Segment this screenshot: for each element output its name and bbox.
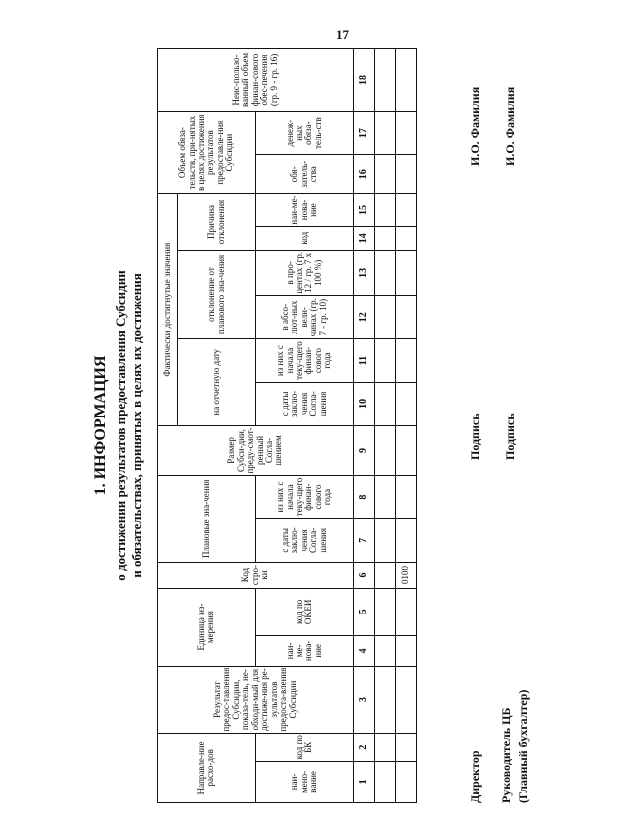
col-num: 15: [354, 194, 375, 226]
rotated-page-content: [75, 48, 565, 803]
table-cell: [375, 562, 396, 588]
col-num: 5: [354, 588, 375, 636]
table-cell: [396, 636, 417, 666]
header-kod-bk: код по БК: [255, 733, 353, 761]
chief-accountant-subtitle: (Главный бухгалтер): [516, 689, 530, 803]
col-num: 17: [354, 111, 375, 154]
header-naimenovanie: наи-мено-вание: [255, 761, 353, 802]
header-obyazatelstva: обя-затель-ства: [255, 155, 353, 194]
col-num: 2: [354, 733, 375, 761]
table-cell: [375, 761, 396, 802]
document-subtitle-line2: и обязательствах, принятых в целях их достижения: [129, 273, 144, 578]
table-cell: [375, 296, 396, 339]
table-cell: [375, 226, 396, 250]
header-okei: код по ОКЕИ: [255, 588, 353, 636]
header-plan-iz-nih: из них с начала теку-щего финан-сового года: [255, 475, 353, 518]
document-title: 1. ИНФОРМАЦИЯ: [92, 355, 109, 496]
col-num: 18: [354, 49, 375, 112]
table-cell: [396, 155, 417, 194]
col-num: 8: [354, 475, 375, 518]
header-proc: в про-центах (гр. 12 / гр. 7 x 100 %): [255, 250, 353, 295]
table-cell: [375, 194, 396, 226]
header-kod: код: [255, 226, 353, 250]
header-edinica: Единица из-мерения: [158, 588, 256, 666]
header-neisp: Неис-пользо-ванный объем финан-сового обес-печения (гр. 9 - гр. 16): [158, 49, 354, 112]
col-num: 14: [354, 226, 375, 250]
header-ed-naim: наи-ме-нова-ние: [255, 636, 353, 666]
table-cell: [375, 426, 396, 476]
document-subtitle-line1: о достижении результатов предоставления Субсидии: [113, 270, 128, 581]
director-name: И.О. Фамилия: [468, 86, 482, 166]
col-num: 10: [354, 382, 375, 425]
column-number-row: [354, 49, 375, 803]
header-fakt-iz-nih: из них с начала теку-щего финан-сового года: [255, 339, 353, 382]
table-cell: [396, 226, 417, 250]
table-cell: [375, 382, 396, 425]
header-na-datu: на отчетную дату: [178, 339, 256, 426]
header-planovye: Плановые зна-чения: [158, 475, 256, 562]
table-cell: [396, 339, 417, 382]
col-num: 6: [354, 562, 375, 588]
table-cell: [375, 636, 396, 666]
header-prichina-naim: наи-ме-нова-ние: [255, 194, 353, 226]
header-kod-stroki: Код стро-ки: [158, 562, 354, 588]
table-cell: [396, 588, 417, 636]
data-row-empty: [375, 49, 396, 803]
table-cell: [375, 475, 396, 518]
col-num: 11: [354, 339, 375, 382]
chief-name: И.О. Фамилия: [503, 86, 517, 166]
header-row-1: [158, 49, 178, 803]
row-code-cell: 0100: [396, 562, 417, 588]
header-fakt-s-daty: с даты заклю-чения Согла-шения: [255, 382, 353, 425]
director-title: Директор: [468, 750, 482, 803]
header-obem: Объем обяза-тельств, при-нятых в целях достижения результатов предоставле-ния Субсидии: [158, 111, 256, 193]
col-num: 12: [354, 296, 375, 339]
page-number: 17: [336, 27, 349, 42]
chief-accountant-title: Руководитель ЦБ: [499, 707, 513, 803]
table-cell: [375, 155, 396, 194]
table-cell: [396, 426, 417, 476]
table-cell: [396, 519, 417, 562]
table-cell: [396, 49, 417, 112]
header-rezultat: Результат предос-тавления Субсидии, показа-тель, не-обходи-мый для достиже-ния ре-зультатов предоста-вления Субсидии: [158, 666, 354, 733]
header-razmer: Размер Субси-дии, преду-смот-ренный Согла-шением: [158, 426, 354, 476]
table-cell: [396, 382, 417, 425]
table-cell: [375, 49, 396, 112]
table-cell: [375, 588, 396, 636]
table-cell: [375, 111, 396, 154]
chief-signature-label: Подпись: [503, 413, 517, 460]
results-table: [157, 48, 417, 803]
header-abs: в абсо-лют-ных вели-чинах (гр. 7 - гр. 10): [255, 296, 353, 339]
col-num: 9: [354, 426, 375, 476]
table-cell: [375, 666, 396, 733]
header-fakt: Фактически достигнутые значения: [158, 194, 178, 426]
director-signature-label: Подпись: [468, 413, 482, 460]
table-cell: [396, 250, 417, 295]
header-napravlenie: Направле-ние расхо-дов: [158, 733, 256, 802]
data-row-0100: [396, 49, 417, 803]
col-num: 7: [354, 519, 375, 562]
table-cell: [396, 666, 417, 733]
col-num: 1: [354, 761, 375, 802]
table-cell: [396, 111, 417, 154]
table-cell: [375, 250, 396, 295]
header-prichina: Причина отклонения: [178, 194, 256, 250]
col-num: 13: [354, 250, 375, 295]
header-otklonenie: отклонение от планового зна-чения: [178, 250, 256, 339]
table-cell: [396, 194, 417, 226]
table-cell: [396, 475, 417, 518]
table-cell: [375, 733, 396, 761]
header-plan-s-daty: с даты заклю-чения Согла-шения: [255, 519, 353, 562]
table-cell: [396, 761, 417, 802]
col-num: 4: [354, 636, 375, 666]
table-cell: [375, 339, 396, 382]
table-cell: [396, 733, 417, 761]
table-cell: [375, 519, 396, 562]
header-denezhnyh: денеж-ных обяза-тель-ств: [255, 111, 353, 154]
col-num: 16: [354, 155, 375, 194]
table-cell: [396, 296, 417, 339]
col-num: 3: [354, 666, 375, 733]
